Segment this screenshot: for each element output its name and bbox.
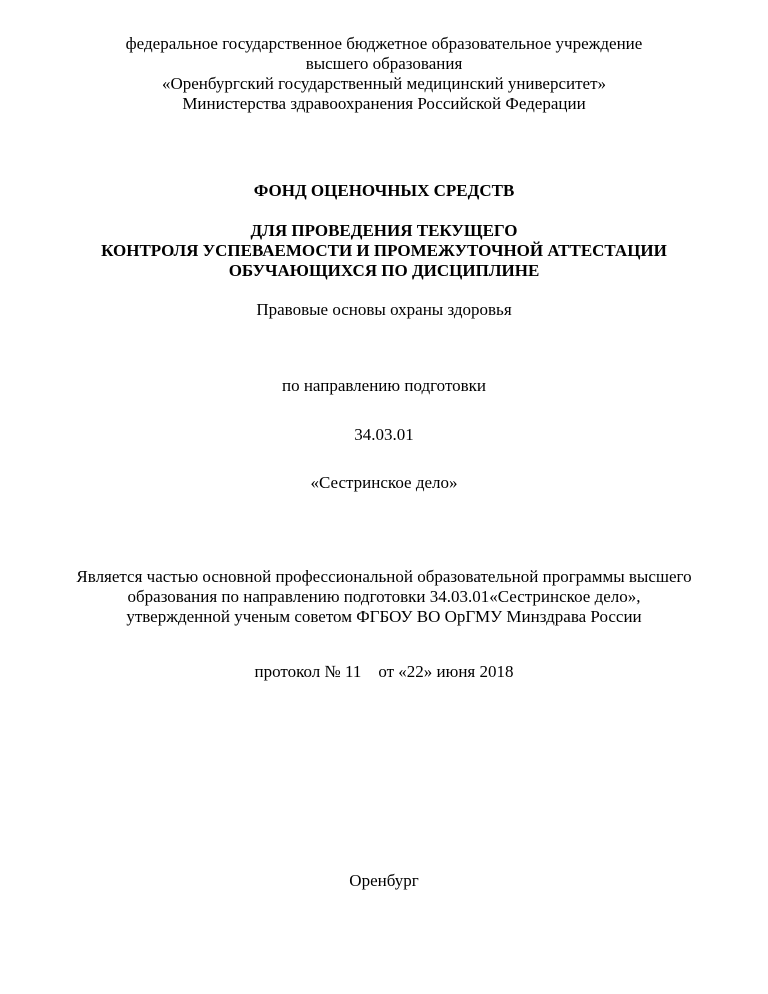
direction-name: «Сестринское дело» [310,473,458,492]
document-title: ФОНД ОЦЕНОЧНЫХ СРЕДСТВ [253,181,515,200]
program-line-2: образования по направлению подготовки 34.03.01«Сестринское дело», [127,587,641,606]
program-line-3: утвержденной ученым советом ФГБОУ ВО ОрГМУ Минздрава России [126,607,642,626]
direction-code: 34.03.01 [354,425,414,444]
institution-line-4: Министерства здравоохранения Российской Федерации [182,94,586,113]
protocol-line: протокол № 11 от «22» июня 2018 [254,662,514,681]
institution-line-3: «Оренбургский государственный медицинский университет» [161,74,607,93]
document-subtitle-line-3: ОБУЧАЮЩИХСЯ ПО ДИСЦИПЛИНЕ [228,261,540,280]
city-name: Оренбург [349,871,419,890]
institution-line-1: федеральное государственное бюджетное образовательное учреждение [125,34,643,53]
institution-line-2: высшего образования [305,54,463,73]
document-subtitle-line-1: ДЛЯ ПРОВЕДЕНИЯ ТЕКУЩЕГО [250,221,518,240]
discipline-name: Правовые основы охраны здоровья [256,300,512,319]
direction-label: по направлению подготовки [281,376,487,395]
program-line-1: Является частью основной профессиональной образовательной программы высшего [76,567,692,586]
document-subtitle-line-2: КОНТРОЛЯ УСПЕВАЕМОСТИ И ПРОМЕЖУТОЧНОЙ АТТЕСТАЦИИ [101,241,667,260]
